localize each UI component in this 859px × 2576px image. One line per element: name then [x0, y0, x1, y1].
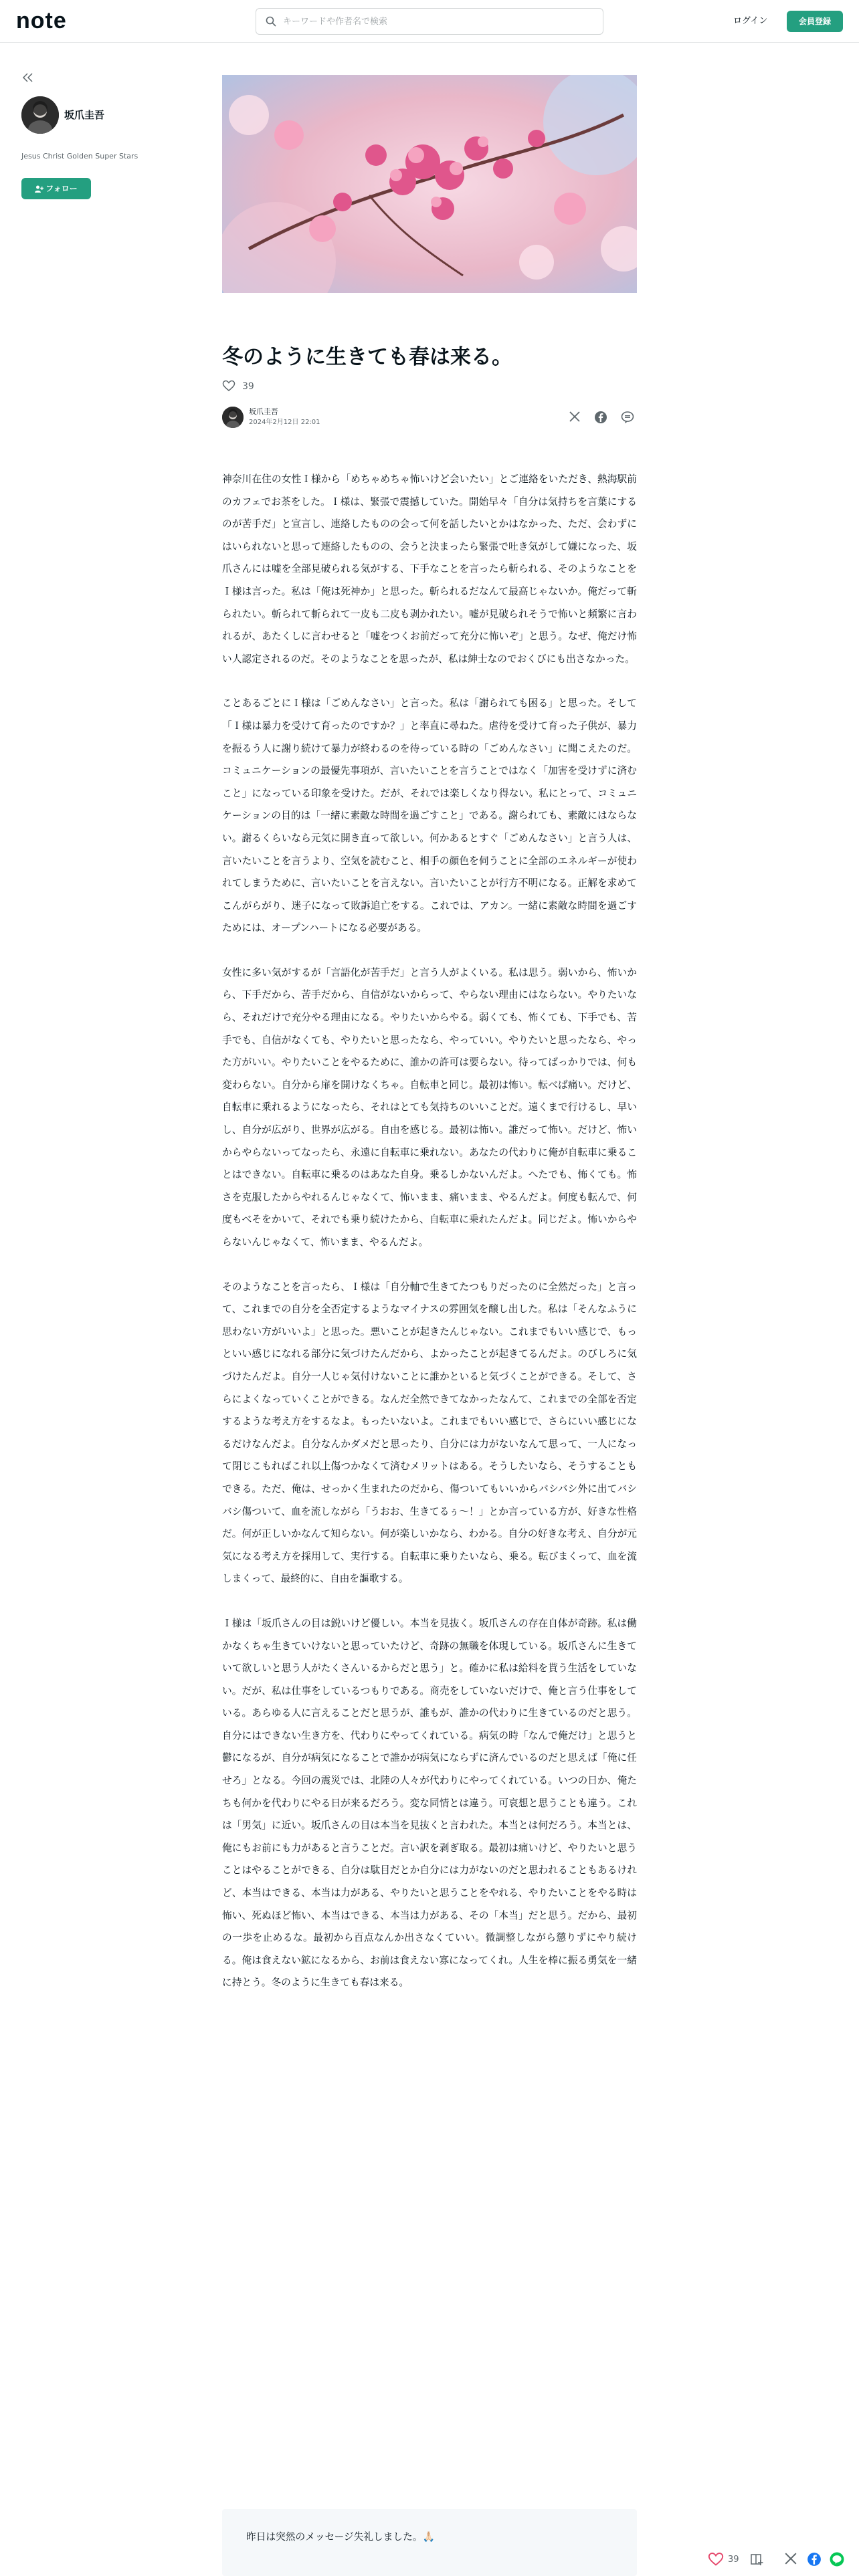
floating-like-count[interactable]: 39 — [728, 2555, 739, 2565]
line-icon[interactable] — [830, 2552, 844, 2569]
search-icon — [266, 16, 276, 27]
author-avatar[interactable] — [21, 96, 59, 134]
login-link[interactable]: ログイン — [733, 16, 768, 26]
sidebar-author-name[interactable]: 坂爪圭吾 — [64, 109, 105, 121]
byline-author-name[interactable]: 坂爪圭吾 — [249, 407, 278, 416]
publish-date: 2024年2月12日 22:01 — [249, 419, 320, 426]
hero-image — [222, 75, 637, 293]
quote-block — [222, 2509, 637, 2576]
note-logo[interactable]: note — [16, 8, 67, 33]
quote-text: 昨日は突然のメッセージ失礼しました。🙏🏻 — [246, 2531, 435, 2543]
like-count[interactable]: 39 — [242, 381, 254, 392]
magazine-icon[interactable] — [749, 2552, 764, 2569]
body-paragraph: ことあるごとにＩ様は「ごめんなさい」と言った。私は「謝られても困る」と思った。そして「Ｉ様は暴力を受けて育ったのですか？」と率直に尋ねた。虐待を受けて育った子供が、暴力を振るう人に謝り続けて暴力が終わるのを待っている時の「ごめんなさい」に聞こえたのだ。コミュニケーションの最優先事項が、言いたいことを言うことではなく「加害を受けずに済むこと」になっている印象を受けた。だが、それでは楽しくなり得ない。私にとって、コミュニケーションの目的は「一緒に素敵な時間を過ごすこと」である。謝られても、素敵にはならない。謝るくらいなら元気に開き直って欲しい。何かあるとすぐ「ごめんなさい」と言う人は、言いたいことを言うより、空気を読むこと、相手の顔色を伺うことに全部のエネルギーが使われてしまうために、言いたいことを言えない。言いたいことが行方不明になる。正解を求めてこんがらがり、迷子になって敗訴追亡をする。これでは、アカン。一緒に素敵な時間を過ごすためには、オープンハートになる必要がある。 — [222, 697, 637, 934]
body-paragraph: 女性に多い気がするが「言語化が苦手だ」と言う人がよくいる。私は思う。弱いから、怖いから、下手だから、苦手だから、自信がないからって、やらない理由にはならない。やりたいなら、それだけで充分やる理由になる。やりたいからやる。弱くても、怖くても、下手でも、苦手でも、自信がなくても、やりたいと思ったなら、やっていい。やりたいと思ったなら、やった方がいい。やりたいことをやるために、誰かの許可は要らない。待ってばっかりでは、何も変わらない。自分から扉を開けなくちゃ。自転車と同じ。最初は怖い。転べば痛い。だけど、自転車に乗れるようになったら、それはとても気持ちのいいことだ。遠くまで行けるし、早いし、自分が広がり、世界が広がる。自由を感じる。最初は怖い。誰だって怖い。だけど、怖いからやらないってなったら、永遠に自転車に乗れない。あなたの代わりに俺が自転車に乗ることはできない。自転車に乗るのはあなた自身。乗るしかないんだよ。へたでも、怖くても。怖さを克服したからやれるんじゃなくて、怖いまま、痛いまま、やるんだよ。何度も転んで、何度もべそをかいて、それでも乗り続けたから、自転車に乗れたんだよ。同じだよ。怖いからやらないんじゃなくて、怖いまま、やるんだよ。 — [222, 966, 637, 1248]
search-box[interactable] — [256, 8, 603, 35]
body-paragraph: Ｉ様は「坂爪さんの目は鋭いけど優しい。本当を見抜く。坂爪さんの存在自体が奇跡。私は働かなくちゃ生きていけないと思っていたけど、奇跡の無職を体現している。坂爪さんに生きていて欲しいと思う人がたくさんいるからだと思う」と。確かに私は給料を貰う生活をしていない。だが、私は仕事をしているつもりである。商売をしていないだけで、俺と言う仕事をしている。あらゆる人に言えることだと思うが、誰もが、誰かの代わりに生きているのだと思う。自分にはできない生き方を、代わりにやってくれている。病気の時「なんで俺だけ」と思うと鬱になるが、自分が病気になることで誰かが病気にならずに済んでいるのだと思えば「俺に任せろ」となる。今回の震災では、北陸の人々が代わりにやってくれている。いつの日か、俺たちも何かを代わりにやる日が来るだろう。変な同情とは違う。可哀想と思うことも違う。これは「男気」に近い。坂爪さんの目は本当を見抜くと言われた。本当とは何だろう。本当とは、俺にもお前にも力があると言うことだ。言い訳を剥ぎ取る。最初は痛いけど、やりたいと思うことはやることができる、自分は駄目だとか自分には力がないのだと思われることもあるけれど、本当はできる、本当は力がある、やりたいと思うことをやれる、やりたいことをやる時は怖い、死ぬほど怖い、本当はできる、本当は力がある、その「本当」だと思う。だから、最初の一歩を止めるな。最初から百点なんか出さなくていい。微調整しながら懲りずにやり続ける。俺は食えない鉱になるから、お前は食えない寡になってくれ。人生を棒に振る勇気を一緒に持とう。冬のように生きても春は来る。 — [222, 1617, 637, 1989]
author-bio: Jesus Christ Golden Super Stars — [21, 152, 138, 160]
x-logo-icon[interactable] — [784, 2552, 797, 2568]
heart-icon[interactable] — [708, 2552, 724, 2569]
double-chevron-left-icon[interactable] — [21, 72, 35, 83]
follow-button[interactable] — [21, 178, 91, 199]
x-logo-icon[interactable] — [569, 411, 581, 425]
facebook-icon[interactable] — [807, 2552, 822, 2569]
line-icon[interactable] — [621, 411, 634, 427]
byline-avatar[interactable] — [222, 407, 244, 428]
article-title: 冬のように生きても春は来る。 — [222, 345, 512, 369]
follow-button-label: フォロー — [45, 184, 78, 193]
heart-icon[interactable] — [222, 380, 235, 392]
signup-button[interactable]: 会員登録 — [787, 11, 843, 32]
facebook-icon[interactable] — [594, 411, 607, 427]
body-paragraph: 神奈川在住の女性Ｉ様から「めちゃめちゃ怖いけど会いたい」とご連絡をいただき、熱海駅前のカフェでお茶をした。Ｉ様は、緊張で震撼していた。開始早々「自分は気持ちを言葉にするのが苦手だ」と宣言し、連絡したものの会って何を話したいとかはなかった、ただ、会わずにはいられないと思って連絡したものの、会うと決まったら緊張で吐き気がして嫌になった、坂爪さんには嘘を全部見破られる気がする、下手なことを言ったら斬られる、そのようなことをＩ様は言った。私は「俺は死神か」と思った。斬られるだなんて最高じゃないか。俺だって斬られたい。斬られて斬られて一皮も二皮も剥かれたい。嘘が見破られそうで怖いと頻繁に言われるが、あたくしに言わせると「嘘をつくお前だって充分に怖いぞ」と思う。なぜ、俺だけ怖い人認定されるのだ。そのようなことを思ったが、私は紳士なのでおくびにも出さなかった。 — [222, 473, 637, 665]
body-paragraph: そのようなことを言ったら、Ｉ様は「自分軸で生きてたつもりだったのに全然だった」と言って、これまでの自分を全否定するようなマイナスの雰囲気を醸し出した。私は「そんなふうに思わない方がいいよ」と思った。悪いことが起きたんじゃない。これまでもいい感じで、もっといい感じになれる部分に気づけたんだから、よかったことが起きてるんだよ。のびしろに気づけたんだよ。自分一人じゃ気付けないことに誰かといると気づくことができる。そして、さらによくなっていくことができる。なんだ全然できてなかったなんて、これまでの全部を否定するような考え方をするなよ。もったいないよ。これまでもいい感じで、さらにいい感じになるだけなんだよ。自分なんかダメだと思ったり、自分には力がないなんて思って、一人になって閉じこもればこれ以上傷つかなくて済むメリットはある。そうしたいなら、そうすることもできる。ただ、俺は、せっかく生まれたのだから、傷ついてもいいからバシバシ外に出てバシバシ傷ついて、血を流しながら「うおお、生きてるぅ〜！」とか言っている方が、好きな性格だ。何が正しいかなんて知らない。何が楽しいかなら、わかる。自分の好きな考え、自分が元気になる考え方を採用して、実行する。自転車に乗りたいなら、乗る。転びまくって、血を流しまくって、最終的に、自由を謳歌する。 — [222, 1281, 637, 1585]
floating-action-bar — [698, 2548, 859, 2572]
share-buttons — [569, 411, 637, 427]
article-body — [222, 468, 637, 2016]
search-input[interactable] — [283, 14, 591, 29]
global-header — [0, 0, 859, 43]
user-plus-icon — [35, 185, 43, 193]
